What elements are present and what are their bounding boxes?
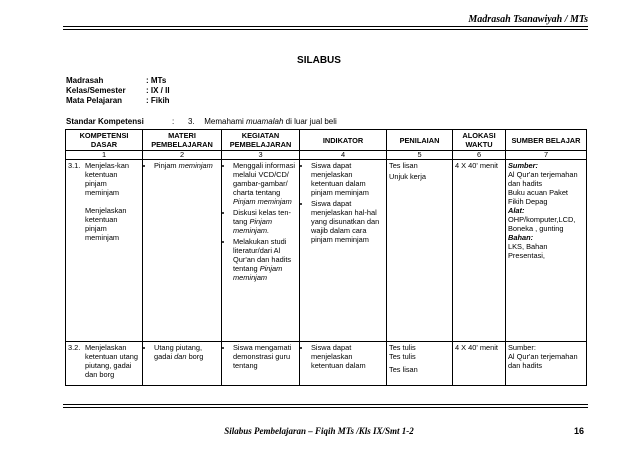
sumber-text: Sumber: (508, 343, 536, 352)
standar-text-end: di luar jual beli (285, 117, 337, 126)
col-number: 7 (506, 151, 587, 160)
kegiatan-cell (222, 342, 300, 386)
silabus-table (65, 129, 587, 386)
col-number: 2 (143, 151, 222, 160)
penilaian-item: Tes tulis (389, 352, 416, 361)
column-number-row (66, 151, 587, 160)
standar-label: Standar Kompetensi (66, 117, 144, 126)
running-footer: Silabus Pembelajaran – Fiqih MTs /Kls IX/Smt 1-2 (224, 426, 414, 436)
kd-cell (66, 342, 143, 386)
sumber-cell (506, 160, 587, 342)
table-header-row (66, 130, 587, 151)
kegiatan-item: • Menggali informasi melalui VCD/CD/ gambar-gambar/ charta tentang Pinjam meminjam (233, 161, 297, 206)
kd-text: Menjelaskan ketentuan pinjam meminjam (85, 206, 127, 242)
materi-cell (143, 342, 222, 386)
alat-heading: Alat: (508, 206, 525, 215)
materi-item: • Pinjam meminjam (154, 161, 219, 170)
meta-value: : Fikih (146, 96, 170, 105)
indikator-cell (300, 342, 387, 386)
kd-text: Menjelas-kan ketentuan pinjam meminjam (85, 161, 129, 197)
page-number: 16 (573, 426, 584, 436)
standar-kompetensi (66, 117, 337, 126)
kegiatan-item: • Melakukan studi literatur/dari Al Qur'an dan hadits tentang Pinjam meminjam (233, 237, 297, 282)
alokasi-cell: 4 X 40' menit (453, 342, 506, 386)
table-row (66, 160, 587, 342)
meta-label: Madrasah (66, 76, 104, 85)
kegiatan-cell (222, 160, 300, 342)
col-header: ALOKASI WAKTU (453, 130, 506, 151)
indikator-item: • Siswa dapat menjelaskan hal-hal yang disunatkan dan wajib dalam cara pinjam meminjam (311, 199, 384, 244)
page-title: SILABUS (297, 55, 341, 66)
alat-text: OHP/komputer,LCD, Boneka , gunting (508, 215, 576, 233)
col-number: 3 (222, 151, 300, 160)
col-header: MATERI PEMBELAJARAN (143, 130, 222, 151)
meta-label: Kelas/Semester (66, 86, 126, 95)
col-header: KOMPETENSI DASAR (66, 130, 143, 151)
meta-row (66, 76, 166, 85)
penilaian-item: Tes lisan (389, 161, 418, 170)
col-number: 5 (387, 151, 453, 160)
standar-text-italic: muamalah (246, 117, 284, 126)
meta-row (66, 86, 170, 95)
penilaian-cell (387, 342, 453, 386)
footer-line-1 (63, 404, 588, 405)
col-header: KEGIATAN PEMBELAJARAN (222, 130, 300, 151)
col-number: 4 (300, 151, 387, 160)
kd-text: Menjelaskan ketentuan utang piutang, gadai dan borg (85, 343, 139, 379)
materi-item: • Utang piutang, gadai dan borg (154, 343, 219, 361)
header-line-1 (63, 26, 588, 27)
col-number: 6 (453, 151, 506, 160)
meta-label: Mata Pelajaran (66, 96, 123, 105)
kegiatan-item: • Siswa mengamati demonstrasi guru tentang (233, 343, 297, 370)
standar-colon: : (172, 117, 175, 126)
footer-line-2 (63, 407, 588, 408)
sumber-text: Al Qur'an terjemahan dan hadits (508, 170, 578, 188)
indikator-item: • Siswa dapat menjelaskan ketentuan dalam pinjam meminjam (311, 161, 384, 197)
kd-number: 3.2. (68, 343, 81, 352)
meta-row (66, 96, 170, 105)
kegiatan-item: • Diskusi kelas ten-tang Pinjam meminjam. (233, 208, 297, 235)
materi-cell (143, 160, 222, 342)
standar-number: 3. (188, 117, 195, 126)
col-header: INDIKATOR (300, 130, 387, 151)
header-line-2 (63, 29, 588, 30)
col-header: SUMBER BELAJAR (506, 130, 587, 151)
running-header: Madrasah Tsanawiyah / MTs (468, 14, 588, 25)
penilaian-item: Unjuk kerja (389, 172, 426, 181)
table-row (66, 342, 587, 386)
alokasi-cell: 4 X 40' menit (453, 160, 506, 342)
meta-value: : MTs (146, 76, 167, 85)
standar-text: Memahami (204, 117, 244, 126)
bahan-text: LKS, Bahan Presentasi, (508, 242, 548, 260)
indikator-item: • Siswa dapat menjelaskan ketentuan dalam (311, 343, 384, 370)
indikator-cell (300, 160, 387, 342)
col-number: 1 (66, 151, 143, 160)
sumber-heading: Sumber: (508, 161, 538, 170)
penilaian-item: Tes tulis (389, 343, 416, 352)
sumber-cell (506, 342, 587, 386)
sumber-text: Al Qur'an terjemahan dan hadits (508, 352, 578, 370)
meta-value: : IX / II (146, 86, 170, 95)
penilaian-cell (387, 160, 453, 342)
bahan-heading: Bahan: (508, 233, 534, 242)
col-header: PENILAIAN (387, 130, 453, 151)
sumber-text: Buku acuan Paket Fikih Depag (508, 188, 568, 206)
penilaian-item: Tes lisan (389, 365, 418, 374)
kd-cell (66, 160, 143, 342)
kd-number: 3.1. (68, 161, 81, 170)
